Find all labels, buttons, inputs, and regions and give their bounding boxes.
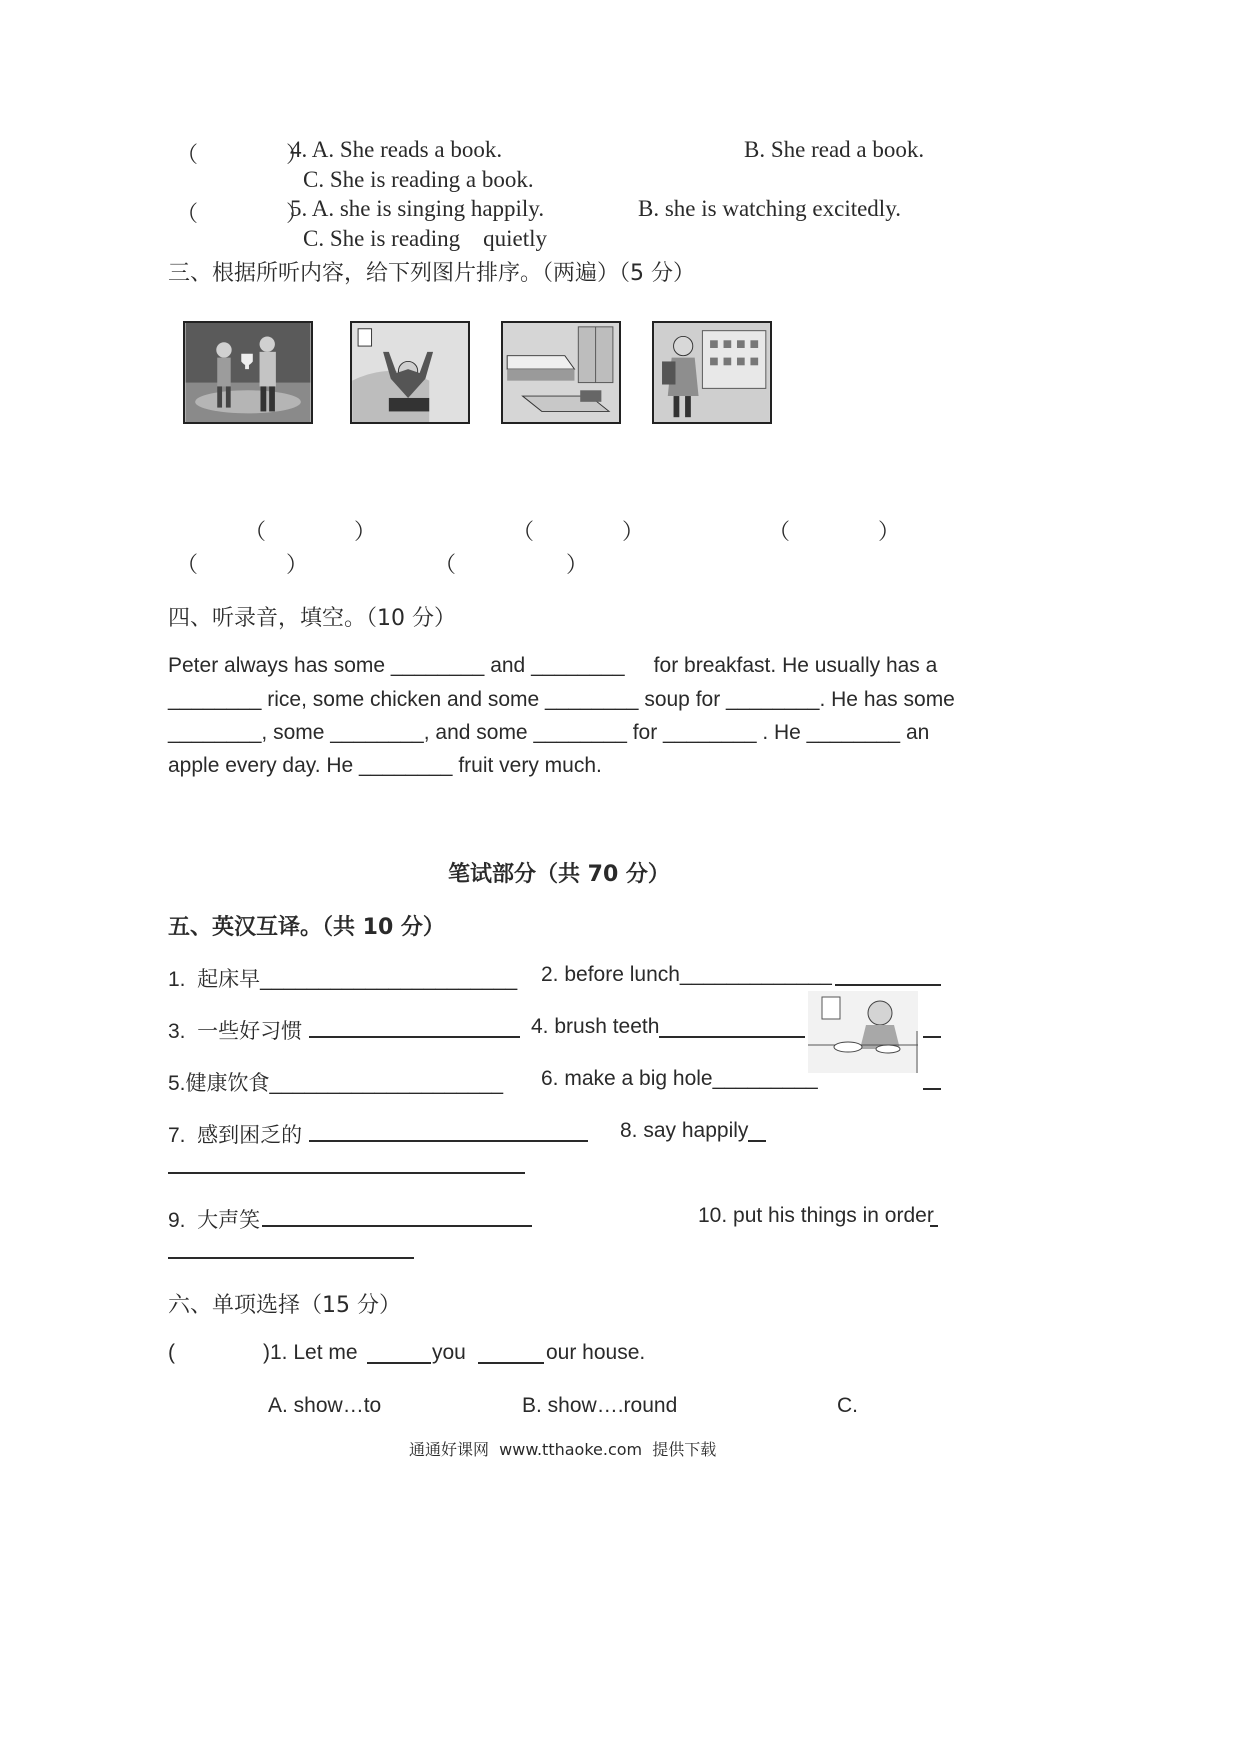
translate-item-7: 7. 感到困乏的 <box>168 1124 303 1147</box>
picture-order-paren-5[interactable]: （ ） <box>434 553 589 578</box>
picture-order-paren-1[interactable]: （ ） <box>244 520 377 545</box>
translate-item-9: 9. 大声笑 <box>168 1209 261 1232</box>
picture-boy-eating <box>808 991 918 1073</box>
written-part-heading: 笔试部分（共 70 分） <box>448 862 670 887</box>
choice-q1-rest: our house. <box>546 1341 646 1364</box>
choice-q1-stem: )1. Let me <box>263 1341 370 1364</box>
q5-answer-paren[interactable]: （ ） <box>176 202 309 227</box>
choice-q1-blank-2[interactable] <box>478 1362 544 1364</box>
answer-line-8-continued[interactable] <box>168 1172 525 1174</box>
picture-bedroom <box>501 321 621 424</box>
q4-option-b: B. She read a book. <box>744 137 925 162</box>
answer-line-4[interactable] <box>659 1036 805 1038</box>
choice-q1-blank-1[interactable] <box>367 1362 431 1364</box>
section4-title: 四、听录音，填空。（10 分） <box>168 606 456 631</box>
picture-order-paren-4[interactable]: （ ） <box>176 553 309 578</box>
answer-line-9[interactable] <box>262 1225 532 1227</box>
q4-option-a: 4. A. She reads a book. <box>290 137 503 162</box>
translate-item-1: 1. 起床早______________________ <box>168 968 518 991</box>
q5-option-c: C. She is reading quietly <box>303 226 548 251</box>
page-footer: 通通好课网 www.tthaoke.com 提供下载 <box>409 1440 717 1459</box>
translate-item-10: 10. put his things in order <box>698 1204 934 1227</box>
section6-title: 六、单项选择（15 分） <box>168 1293 401 1318</box>
translate-item-3: 3. 一些好习惯 <box>168 1020 303 1043</box>
picture-order-paren-3[interactable]: （ ） <box>768 520 901 545</box>
translate-item-8: 8. say happily <box>620 1119 749 1142</box>
choice-q1-option-a: A. show…to <box>268 1394 382 1417</box>
choice-q1-option-b: B. show….round <box>522 1394 678 1417</box>
cloze-line-1: Peter always has some ________ and ________ for breakfast. He usually has a <box>168 654 938 677</box>
translate-item-4: 4. brush teeth <box>531 1015 660 1038</box>
picture-trophy-award <box>183 321 313 424</box>
answer-line-2[interactable] <box>835 984 941 986</box>
section3-title: 三、根据所听内容，给下列图片排序。（两遍）（5 分） <box>168 261 695 286</box>
translate-item-6: 6. make a big hole_________ <box>541 1067 818 1090</box>
cloze-line-4: apple every day. He ________ fruit very much. <box>168 754 602 777</box>
section5-title: 五、英汉互译。（共 10 分） <box>168 915 445 940</box>
q5-option-b: B. she is watching excitedly. <box>638 196 901 221</box>
picture-order-paren-2[interactable]: （ ） <box>512 520 645 545</box>
q4-answer-paren[interactable]: （ ） <box>176 143 309 168</box>
translate-item-5: 5.健康饮食____________________ <box>168 1072 504 1095</box>
cloze-line-3: ________, some ________, and some ________ for ________ . He ________ an <box>168 721 930 744</box>
answer-line-3[interactable] <box>309 1036 520 1038</box>
choice-q1-paren-open[interactable]: ( <box>168 1341 175 1364</box>
q5-option-a: 5. A. she is singing happily. <box>290 196 545 221</box>
answer-line-10[interactable] <box>930 1225 938 1227</box>
translate-item-2: 2. before lunch_____________ <box>541 963 832 986</box>
q4-option-c: C. She is reading a book. <box>303 167 534 192</box>
picture-waking-up <box>350 321 470 424</box>
answer-line-6-end[interactable] <box>923 1088 941 1090</box>
choice-q1-option-c: C. <box>837 1394 858 1417</box>
answer-line-4-end[interactable] <box>923 1036 941 1038</box>
choice-q1-you: you <box>432 1341 466 1364</box>
picture-girl-school <box>652 321 772 424</box>
cloze-line-2: ________ rice, some chicken and some ________ soup for ________. He has some <box>168 688 955 711</box>
answer-line-10-continued[interactable] <box>168 1257 414 1259</box>
answer-line-8[interactable] <box>748 1140 766 1142</box>
answer-line-7[interactable] <box>309 1140 588 1142</box>
